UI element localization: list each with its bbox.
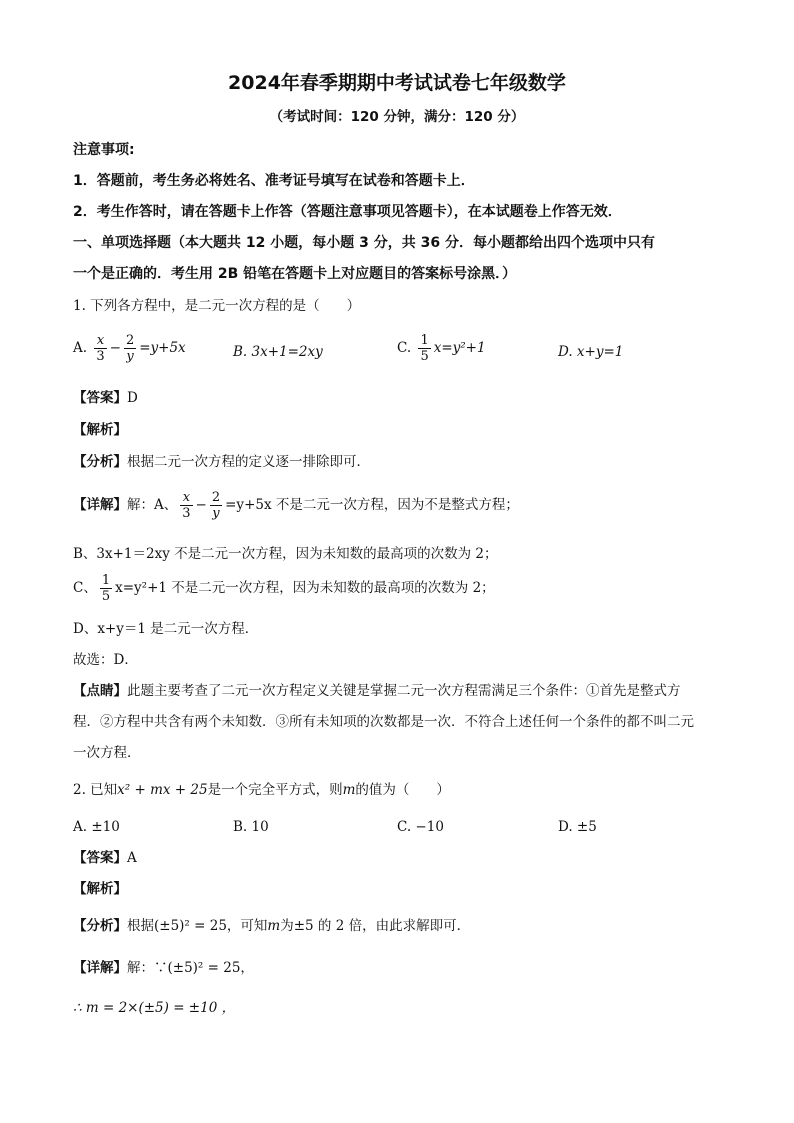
- q1-option-c-label: C.: [397, 340, 412, 356]
- q1-stem: 1. 下列各方程中，是二元一次方程的是（ ）: [73, 298, 361, 314]
- q1-detail-d: D、x+y＝1 是二元一次方程．: [73, 621, 259, 637]
- q1-dianjing-line-2: 程．②方程中共含有两个未知数．③所有未知项的次数都是一次．不符合上述任何一个条件的都不叫二元: [73, 714, 694, 730]
- section-heading-line-1: 一、单项选择题（本大题共 12 小题，每小题 3 分，共 36 分．每小题都给出四个选项中只有: [73, 235, 655, 251]
- q2-expression: x² + mx + 25: [117, 782, 208, 798]
- q1-detail-b: B、3x+1＝2xy 不是二元一次方程，因为未知数的最高项的次数为 2；: [73, 546, 498, 562]
- q1-choose: 故选：D．: [73, 652, 138, 668]
- q1-dianjing-line-1: 【点睛】此题主要考查了二元一次方程定义关键是掌握二元一次方程需满足三个条件：①首先是整式方: [73, 683, 681, 699]
- q1-dianjing-line-3: 一次方程．: [73, 745, 141, 761]
- q2-analysis-tag: 【解析】: [73, 881, 127, 897]
- q1-option-a-label: A.: [73, 340, 88, 356]
- fraction-x-over-3: $\frac{x}{3}$: [182, 490, 191, 521]
- notice-heading: 注意事项:: [73, 142, 135, 158]
- notice-item-2: 2．考生作答时，请在答题卡上作答（答题注意事项见答题卡），在本试题卷上作答无效．: [73, 204, 622, 220]
- q1-analysis-tag: 【解析】: [73, 422, 127, 438]
- q2-stem: 2. 已知x² + mx + 25是一个完全平方式，则m的值为（ ）: [73, 782, 450, 798]
- q2-option-d: D. ±5: [558, 819, 597, 835]
- q1-option-a: A. $\frac{x}{3}$ − $\frac{2}{y}$ =y+5x: [73, 333, 186, 364]
- q1-detail-c: C、 $\frac{1}{5}$ x=y²+1 不是二元一次方程，因为未知数的最高项的次数为 2；: [73, 573, 495, 604]
- page-subtitle: （考试时间：120 分钟，满分：120 分）: [269, 109, 525, 125]
- fraction-1-over-5: $\frac{1}{5}$: [420, 333, 429, 364]
- q1-fenxi: 【分析】根据二元一次方程的定义逐一排除即可．: [73, 454, 370, 470]
- q1-answer: 【答案】D: [73, 390, 138, 406]
- fraction-1-over-5: $\frac{1}{5}$: [101, 573, 111, 604]
- fraction-2-over-y: $\frac{2}{y}$: [125, 333, 135, 364]
- section-heading-line-2: 一个是正确的．考生用 2B 铅笔在答题卡上对应题目的答案标号涂黑．）: [73, 266, 517, 282]
- q2-option-a: A. ±10: [73, 819, 120, 835]
- notice-item-1: 1．答题前，考生务必将姓名、准考证号填写在试卷和答题卡上．: [73, 173, 475, 189]
- q2-option-c: C. −10: [397, 819, 444, 835]
- q2-option-b: B. 10: [233, 819, 269, 835]
- q2-detail: 【详解】解：∵(±5)² = 25，: [73, 960, 254, 976]
- q2-result: ∴ m = 2×(±5) = ±10 ，: [73, 1000, 236, 1016]
- q1-detail-a: 【详解】解：A、 $\frac{x}{3}$ − $\frac{2}{y}$ =y+5x 不是二元一次方程，因为不是整式方程；: [73, 490, 519, 521]
- q2-answer: 【答案】A: [73, 850, 137, 866]
- q1-option-d: D. x+y=1: [558, 344, 624, 360]
- fraction-2-over-y: $\frac{2}{y}$: [211, 490, 221, 521]
- fraction-x-over-3: $\frac{x}{3}$: [96, 333, 105, 364]
- q1-option-b: B. 3x+1=2xy: [233, 344, 323, 360]
- q2-fenxi: 【分析】根据(±5)² = 25，可知m为±5 的 2 倍，由此求解即可．: [73, 918, 471, 934]
- page-title: 2024年春季期期中考试试卷七年级数学: [228, 72, 566, 94]
- q1-option-c: C. $\frac{1}{5}$ x=y²+1: [397, 333, 486, 364]
